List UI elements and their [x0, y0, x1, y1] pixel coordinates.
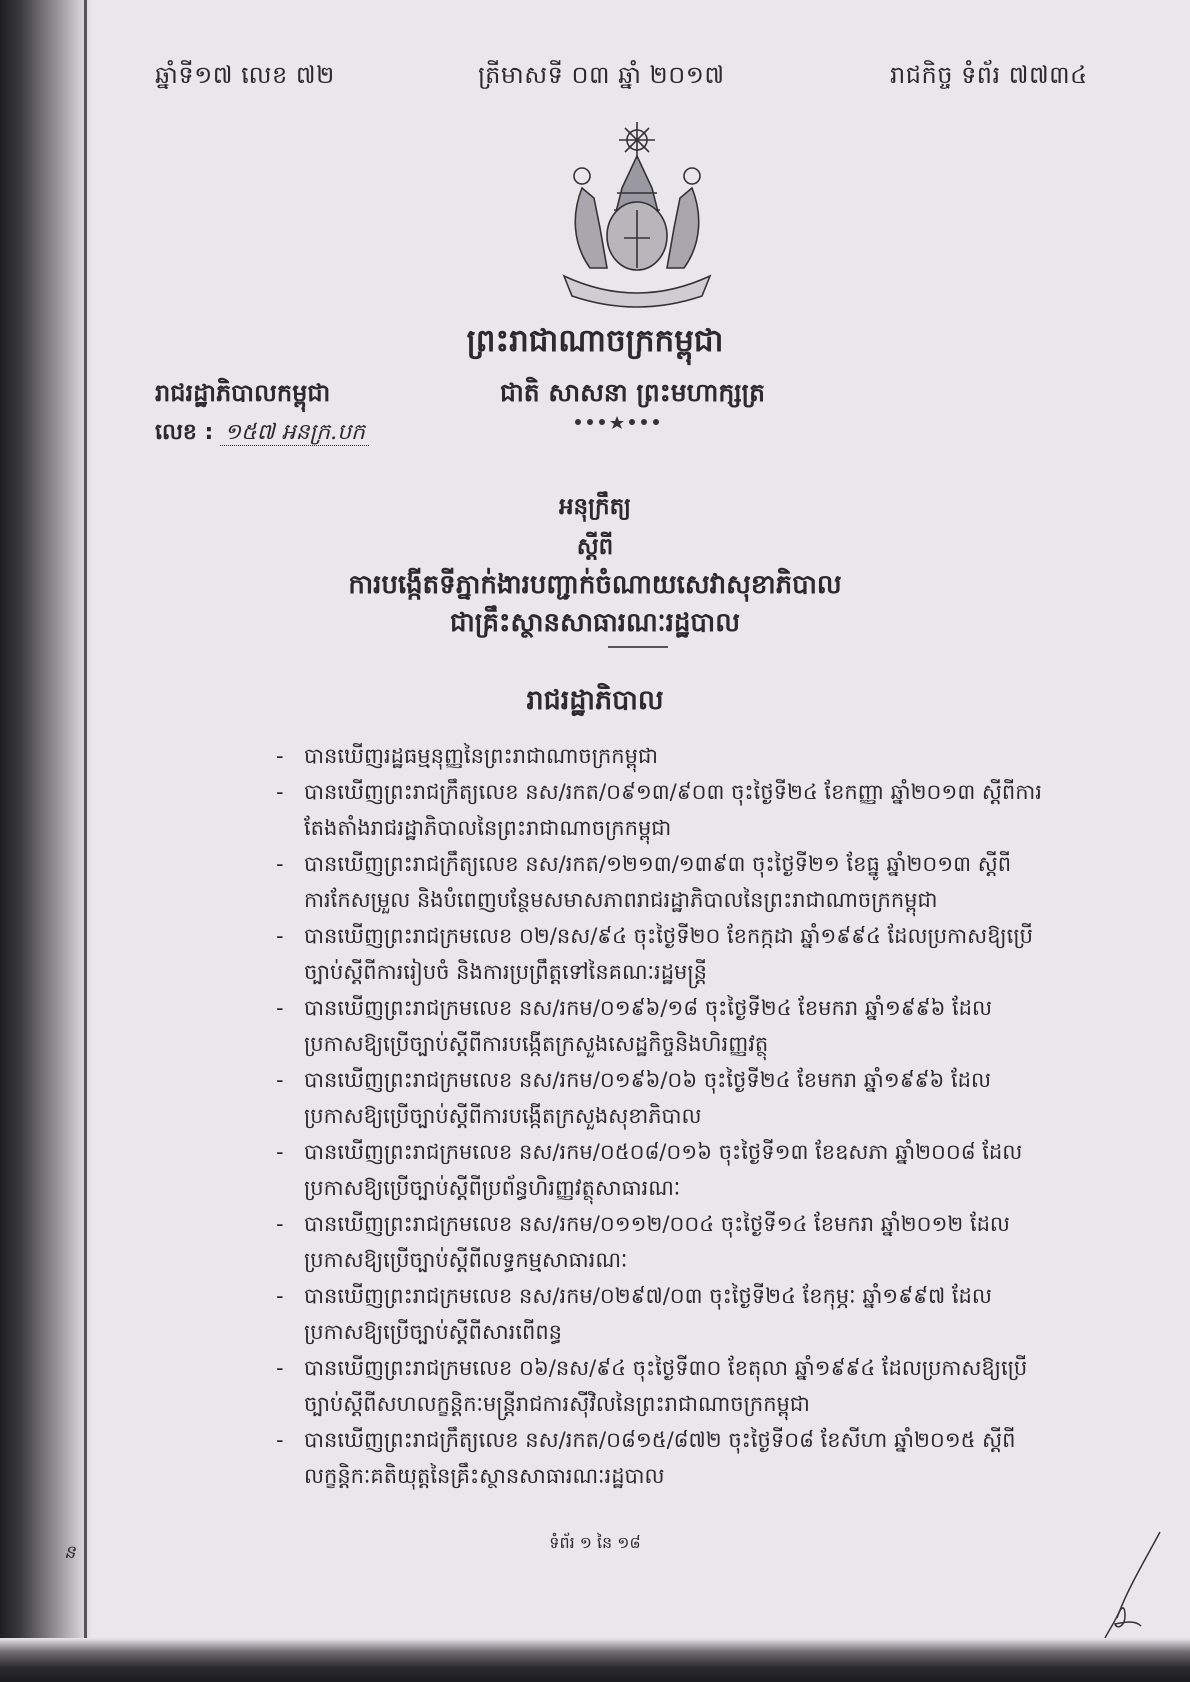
clause-item: - បានឃើញព្រះរាជក្រមលេខ នស/រកម/០១៩៦/០៦ ចុះថ្ងៃទី២៤ ខែមករា ឆ្នាំ១៩៩៦ ដែលប្រកាសឱ្យប្រើច្បាប់ស្តីពីការបង្កើតក្រសួងសុខាភិបាល — [276, 1062, 1066, 1134]
header-quarter: ត្រីមាសទី ០៣ ឆ្នាំ ២០១៧ — [478, 61, 725, 89]
body-title: រាជរដ្ឋាភិបាល — [526, 685, 664, 716]
scan-binding-line — [84, 0, 87, 1682]
subject-line-2: ជាគ្រឹះស្ថានសាធារណៈរដ្ឋបាល — [450, 608, 740, 638]
clause-item: - បានឃើញព្រះរាជក្រមលេខ ០៦/នស/៩៤ ចុះថ្ងៃទី៣០ ខែតុលា ឆ្នាំ១៩៩៤ ដែលប្រកាសឱ្យប្រើច្បាប់ស្តីពីសហលក្ខន្តិកៈមន្ត្រីរាជការស៊ីវិលនៃព្រះរាជាណាចក្រកម្ពុជា — [276, 1350, 1066, 1422]
scan-shadow-left — [0, 0, 92, 1682]
margin-initial: ន — [64, 1542, 76, 1563]
preamble-clauses — [276, 738, 1066, 1494]
document-type: អនុក្រឹត្យ — [558, 494, 632, 520]
scan-shadow-bottom — [0, 1638, 1190, 1682]
clause-item: - បានឃើញព្រះរាជក្រមលេខ ០២/នស/៩៤ ចុះថ្ងៃទី២០ ខែកក្កដា ឆ្នាំ១៩៩៤ ដែលប្រកាសឱ្យប្រើច្បាប់ស្តីពីការរៀបចំ និងការប្រព្រឹត្តទៅនៃគណៈរដ្ឋមន្ត្រី — [276, 918, 1066, 990]
clause-item: - បានឃើញព្រះរាជក្រមលេខ នស/រកម/០២៩៧/០៣ ចុះថ្ងៃទី២៤ ខែកុម្ភៈ ឆ្នាំ១៩៩៧ ដែលប្រកាសឱ្យប្រើច្បាប់ស្តីពីសារពើពន្ធ — [276, 1278, 1066, 1350]
kingdom-title: ព្រះរាជាណាចក្រកម្ពុជា — [466, 323, 724, 359]
government-name: រាជរដ្ឋាភិបាលកម្ពុជា — [155, 379, 331, 407]
signature-mark — [1095, 1530, 1165, 1644]
national-motto: ជាតិ សាសនា ព្រះមហាក្សត្រ — [500, 378, 765, 407]
header-year-issue: ឆ្នាំទី១៧ លេខ ៧២ — [155, 61, 335, 89]
document-number-value: ១៥៧ អនក្រ.បក — [220, 420, 369, 446]
royal-coat-of-arms-icon — [552, 118, 722, 312]
clause-item: - បានឃើញព្រះរាជក្រមលេខ នស/រកម/០១១២/០០៤ ចុះថ្ងៃទី១៤ ខែមករា ឆ្នាំ២០១២ ដែលប្រកាសឱ្យប្រើច្បាប់ស្តីពីលទ្ធកម្មសាធារណៈ — [276, 1206, 1066, 1278]
title-underline — [608, 646, 668, 648]
clause-item: - បានឃើញរដ្ឋធម្មនុញ្ញនៃព្រះរាជាណាចក្រកម្ពុជា — [276, 738, 1066, 774]
subject-line-1: ការបង្កើតទីភ្នាក់ងារបញ្ជាក់ចំណាយសេវាសុខាភិបាល — [348, 570, 842, 600]
about-label: ស្តីពី — [576, 534, 614, 560]
document-number — [155, 418, 369, 450]
clause-item: - បានឃើញព្រះរាជក្រឹត្យលេខ នស/រកត/១២១៣/១៣៩៣ ចុះថ្ងៃទី២១ ខែធ្នូ ឆ្នាំ២០១៣ ស្តីពីការកែសម្រួល និងបំពេញបន្ថែមសមាសភាពរាជរដ្ឋាភិបាលនៃព្រះរាជាណាចក្រកម្ពុជា — [276, 846, 1066, 918]
clause-item: - បានឃើញព្រះរាជក្រឹត្យលេខ នស/រកត/០៩១៣/៩០៣ ចុះថ្ងៃទី២៤ ខែកញ្ញា ឆ្នាំ២០១៣ ស្តីពីការតែងតាំងរាជរដ្ឋាភិបាលនៃព្រះរាជាណាចក្រកម្ពុជា — [276, 774, 1066, 846]
clause-item: - បានឃើញព្រះរាជក្រមលេខ នស/រកម/០៥០៨/០១៦ ចុះថ្ងៃទី១៣ ខែឧសភា ឆ្នាំ២០០៨ ដែលប្រកាសឱ្យប្រើច្បាប់ស្តីពីប្រព័ន្ធហិរញ្ញវត្ថុសាធារណៈ — [276, 1134, 1066, 1206]
header-gazette-page: រាជកិច្ច ទំព័រ ៧៧៣៤ — [890, 61, 1088, 89]
clause-item: - បានឃើញព្រះរាជក្រមលេខ នស/រកម/០១៩៦/១៨ ចុះថ្ងៃទី២៤ ខែមករា ឆ្នាំ១៩៩៦ ដែលប្រកាសឱ្យប្រើច្បាប់ស្តីពីការបង្កើតក្រសួងសេដ្ឋកិច្ចនិងហិរញ្ញវត្ថុ — [276, 990, 1066, 1062]
document-number-label: លេខ : — [155, 420, 214, 445]
page-number: ទំព័រ ១ នៃ ១៨ — [549, 1533, 641, 1552]
clause-item: - បានឃើញព្រះរាជក្រឹត្យលេខ នស/រកត/០៨១៥/៨៧២ ចុះថ្ងៃទី០៨ ខែសីហា ឆ្នាំ២០១៥ ស្តីពីលក្ខន្តិកៈគតិយុត្តនៃគ្រឹះស្ថានសាធារណៈរដ្ឋបាល — [276, 1422, 1066, 1494]
ornament-divider — [572, 414, 662, 433]
